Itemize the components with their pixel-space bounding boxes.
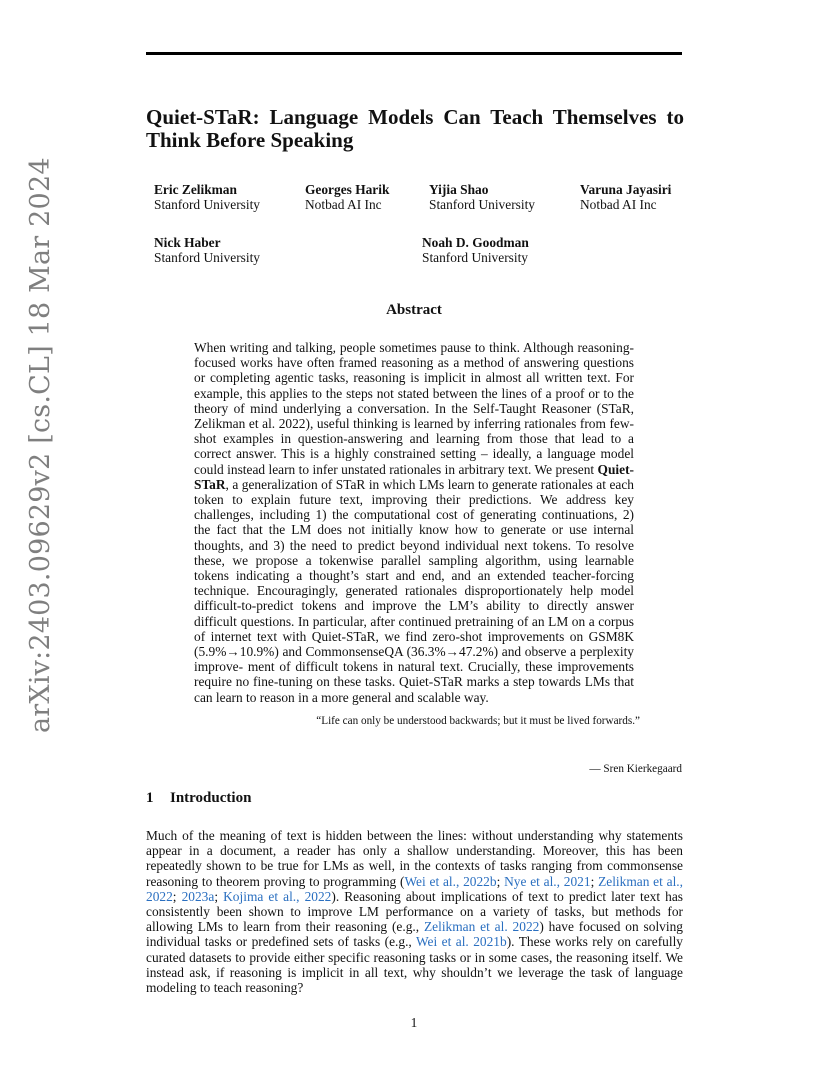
author-name: Yijia Shao: [429, 182, 489, 197]
epigraph-attribution: — Sren Kierkegaard: [589, 763, 682, 775]
author-affiliation: Stanford University: [154, 250, 260, 265]
author-block: [422, 235, 529, 265]
abstract-text: When writing and talking, people sometimes pause to think. Although reasoning-focused works have often framed reasoning as a method of answering questions or completing agentic tasks, reasoning is implicit in almost all written text. For example, this applies to the steps not stated between the lines of a proof or to the theory of mind underlying a conversation. In the Self-Taught Reasoner (STaR, Zelikman et al. 2022), useful thinking is learned by inferring rationales from few-shot examples in question-answering and learning from those that lead to a correct answer. This is a highly constrained setting – ideally, a language model could instead learn to infer unstated rationales in arbitrary text. We present: [194, 340, 634, 477]
intro-text: ) have focused on solving individual tasks or predefined sets of tasks (e.g.,: [146, 919, 683, 950]
epigraph-quote: “Life can only be understood backwards; but it must be lived forwards.”: [316, 715, 640, 727]
citation-link[interactable]: Wei et al., 2022b: [404, 873, 497, 889]
citation-link[interactable]: Zelikman et al. 2022: [423, 919, 540, 935]
citation-link[interactable]: Zelikman et al., 2022: [146, 873, 683, 904]
citation-link[interactable]: Nye et al., 2021: [504, 873, 591, 889]
top-rule: [146, 52, 682, 55]
author-affiliation: Stanford University: [422, 250, 528, 265]
author-name: Varuna Jayasiri: [580, 182, 672, 197]
intro-paragraph: [146, 828, 683, 995]
paper-title: Quiet-STaR: Language Models Can Teach Themselves to Think Before Speaking: [146, 105, 684, 152]
abstract-heading: Abstract: [386, 302, 442, 318]
author-affiliation: Stanford University: [429, 197, 535, 212]
author-block: [305, 182, 389, 212]
intro-text: ). These works rely on carefully curated datasets to provide either specific reasoning tasks or in some cases, the reasoning itself. We instead ask, if reasoning is implicit in all text, why shouldn’t we leverage the task of language modeling to teach reasoning?: [146, 934, 683, 996]
section-title: Introduction: [170, 790, 252, 806]
author-affiliation: Stanford University: [154, 197, 260, 212]
author-block: [429, 182, 535, 212]
author-name: Georges Harik: [305, 182, 390, 197]
intro-text: ;: [496, 873, 505, 889]
author-name: Eric Zelikman: [154, 182, 237, 197]
page-number: 1: [410, 1015, 418, 1030]
intro-text: Much of the meaning of text is hidden between the lines: without understanding why statements appear in a document, a reader has only a shallow understanding. Moreover, this has been repeatedly shown to be true for LMs as well, in the contexts of tasks ranging from commonsense reasoning to theorem proving to programming (: [146, 828, 683, 889]
section-heading: [146, 790, 251, 807]
citation-link[interactable]: Wei et al. 2021b: [415, 934, 507, 950]
section-number: 1: [146, 790, 154, 806]
abstract-text: , a generalization of STaR in which LMs learn to generate rationales at each token to explain future text, improving their predictions. We address key challenges, including 1) the computational cost of generating continuations, 2) the fact that the LM does not initially know how to generate or use internal thoughts, and 3) the need to predict beyond individual next tokens. To resolve these, we propose a tokenwise parallel sampling algorithm, using learnable tokens indicating a thought’s start and end, and an extended teacher-forcing technique. Encouragingly, generated rationales disproportionately help model difficult-to-predict tokens and improve the LM’s ability to directly answer difficult questions. In particular, after continued pretraining of an LM on a corpus of internet text with Quiet-STaR, we find zero-shot improvements on GSM8K (5.9%→10.9%) and CommonsenseQA (36.3%→47.2%) and observe a perplexity improve- ment of difficult tokens in natural text. Crucially, these improvements require no fine-tuning on these tasks. Quiet-STaR marks a step towards LMs that can learn to reason in a more general and scalable way.: [194, 476, 634, 705]
author-affiliation: Notbad AI Inc: [580, 197, 657, 212]
author-name: Noah D. Goodman: [422, 235, 529, 250]
intro-text: ;: [590, 873, 599, 889]
author-name: Nick Haber: [154, 235, 221, 250]
intro-text: ). Reasoning about implications of text to predict later text has consistently been shown to improve LM performance on a variety of tasks, but methods for allowing LMs to learn from their reasoning (e.g.,: [146, 888, 684, 935]
citation-link[interactable]: 2023a: [181, 888, 215, 904]
citation-link[interactable]: Kojima et al., 2022: [223, 888, 332, 904]
intro-text: ;: [172, 888, 182, 904]
author-block: [154, 235, 260, 265]
arxiv-identifier: arXiv:2403.09629v2 [cs.CL] 18 Mar 2024: [25, 157, 56, 733]
abstract-body: [194, 340, 634, 705]
intro-text: ;: [214, 888, 224, 904]
author-block: [580, 182, 671, 212]
author-affiliation: Notbad AI Inc: [305, 197, 382, 212]
author-block: [154, 182, 260, 212]
method-name: Quiet-STaR: [194, 461, 634, 492]
